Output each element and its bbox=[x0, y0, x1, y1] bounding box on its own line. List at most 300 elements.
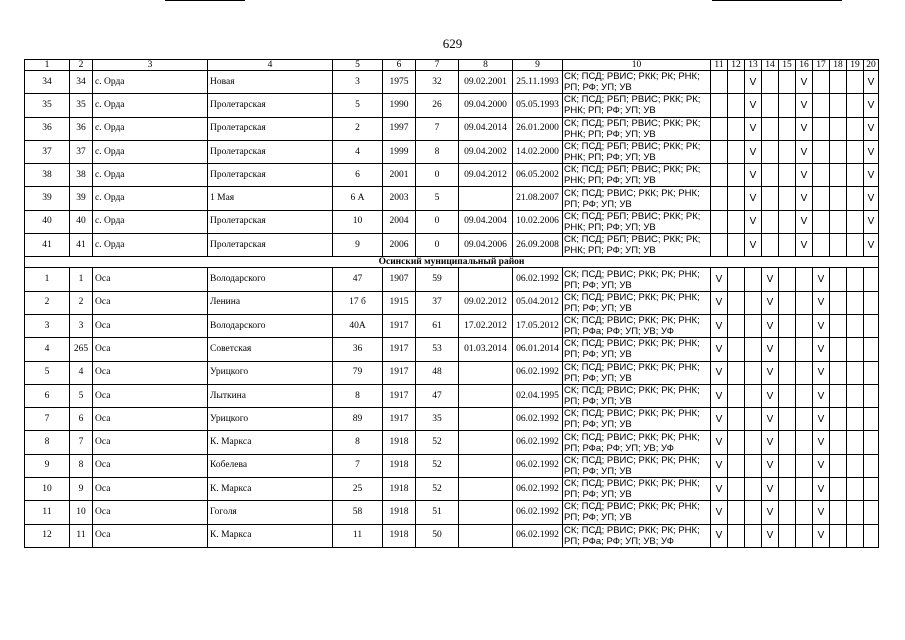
table-row bbox=[25, 210, 879, 233]
mark-cell bbox=[796, 268, 813, 291]
wear-percent-cell: 32 bbox=[416, 71, 459, 94]
mark-cell bbox=[762, 94, 779, 117]
street-cell: Пролетарская bbox=[208, 117, 333, 140]
settlement-cell: Оса bbox=[93, 524, 208, 547]
mark-cell bbox=[711, 94, 728, 117]
mark-cell bbox=[847, 71, 864, 94]
street-cell: Урицкого bbox=[208, 408, 333, 431]
build-year-cell: 1918 bbox=[383, 501, 416, 524]
mark-cell bbox=[779, 384, 796, 407]
mark-cell: V bbox=[813, 408, 830, 431]
registry-number-cell: 36 bbox=[70, 117, 93, 140]
table-row bbox=[25, 314, 879, 337]
column-number: 3 bbox=[93, 60, 208, 71]
mark-cell bbox=[864, 384, 879, 407]
mark-cell bbox=[864, 524, 879, 547]
wear-percent-cell: 50 bbox=[416, 524, 459, 547]
wear-percent-cell: 8 bbox=[416, 140, 459, 163]
mark-cell bbox=[796, 408, 813, 431]
column-number: 12 bbox=[728, 60, 745, 71]
build-year-cell: 1915 bbox=[383, 291, 416, 314]
mark-cell bbox=[847, 164, 864, 187]
mark-cell bbox=[847, 454, 864, 477]
column-number: 2 bbox=[70, 60, 93, 71]
street-cell: Кобелева bbox=[208, 454, 333, 477]
mark-cell bbox=[728, 291, 745, 314]
table-row bbox=[25, 384, 879, 407]
date-col9-cell: 14.02.2000 bbox=[513, 140, 563, 163]
street-cell: К. Маркса bbox=[208, 478, 333, 501]
wear-percent-cell: 52 bbox=[416, 454, 459, 477]
mark-cell: V bbox=[711, 361, 728, 384]
mark-cell bbox=[813, 94, 830, 117]
mark-cell bbox=[779, 71, 796, 94]
mark-cell: V bbox=[813, 268, 830, 291]
date-col8-cell bbox=[459, 431, 513, 454]
build-year-cell: 1917 bbox=[383, 361, 416, 384]
registry-number-cell: 1 bbox=[70, 268, 93, 291]
mark-cell: V bbox=[745, 117, 762, 140]
mark-cell bbox=[745, 361, 762, 384]
column-number: 19 bbox=[847, 60, 864, 71]
row-number-cell: 41 bbox=[25, 234, 70, 257]
column-number: 11 bbox=[711, 60, 728, 71]
settlement-cell: с. Орда bbox=[93, 187, 208, 210]
mark-cell bbox=[796, 361, 813, 384]
settlement-cell: Оса bbox=[93, 454, 208, 477]
registry-number-cell: 265 bbox=[70, 338, 93, 361]
mark-cell bbox=[847, 268, 864, 291]
column-number: 14 bbox=[762, 60, 779, 71]
mark-cell: V bbox=[762, 291, 779, 314]
build-year-cell: 1918 bbox=[383, 524, 416, 547]
mark-cell: V bbox=[711, 384, 728, 407]
wear-percent-cell: 26 bbox=[416, 94, 459, 117]
documents-cell: СК; ПСД; РВИС; РКК; РК; РНК; РП; РФа; РФ; УП; УВ; УФ bbox=[563, 431, 711, 454]
mark-cell bbox=[796, 524, 813, 547]
documents-cell: СК; ПСД; РВИС; РКК; РК; РНК; РП; РФ; УП; УВ bbox=[563, 71, 711, 94]
settlement-cell: Оса bbox=[93, 268, 208, 291]
mark-cell bbox=[813, 71, 830, 94]
mark-cell bbox=[728, 187, 745, 210]
date-col8-cell bbox=[459, 524, 513, 547]
mark-cell bbox=[762, 234, 779, 257]
mark-cell bbox=[779, 164, 796, 187]
mark-cell: V bbox=[711, 291, 728, 314]
registry-table bbox=[24, 59, 879, 548]
mark-cell bbox=[762, 164, 779, 187]
mark-cell bbox=[830, 94, 847, 117]
mark-cell bbox=[728, 501, 745, 524]
column-number: 7 bbox=[416, 60, 459, 71]
mark-cell: V bbox=[796, 94, 813, 117]
table-row bbox=[25, 501, 879, 524]
table-row bbox=[25, 361, 879, 384]
mark-cell: V bbox=[864, 210, 879, 233]
registry-number-cell: 2 bbox=[70, 291, 93, 314]
mark-cell bbox=[745, 431, 762, 454]
mark-cell bbox=[796, 291, 813, 314]
settlement-cell: Оса bbox=[93, 408, 208, 431]
registry-number-cell: 11 bbox=[70, 524, 93, 547]
mark-cell: V bbox=[745, 187, 762, 210]
mark-cell bbox=[830, 71, 847, 94]
mark-cell bbox=[864, 478, 879, 501]
documents-cell: СК; ПСД; РБП; РВИС; РКК; РК; РНК; РП; РФ; УП; УВ bbox=[563, 234, 711, 257]
mark-cell bbox=[779, 291, 796, 314]
date-col8-cell bbox=[459, 501, 513, 524]
mark-cell bbox=[864, 338, 879, 361]
wear-percent-cell: 51 bbox=[416, 501, 459, 524]
date-col9-cell: 06.02.1992 bbox=[513, 268, 563, 291]
mark-cell bbox=[728, 454, 745, 477]
mark-cell bbox=[762, 210, 779, 233]
column-number-row bbox=[25, 60, 879, 71]
mark-cell bbox=[864, 431, 879, 454]
mark-cell: V bbox=[711, 478, 728, 501]
date-col8-cell: 09.04.2012 bbox=[459, 164, 513, 187]
mark-cell bbox=[728, 524, 745, 547]
mark-cell bbox=[830, 478, 847, 501]
mark-cell bbox=[796, 314, 813, 337]
mark-cell: V bbox=[762, 454, 779, 477]
date-col9-cell: 06.02.1992 bbox=[513, 454, 563, 477]
table-row bbox=[25, 234, 879, 257]
mark-cell bbox=[847, 501, 864, 524]
mark-cell bbox=[830, 187, 847, 210]
settlement-cell: с. Орда bbox=[93, 71, 208, 94]
mark-cell bbox=[711, 117, 728, 140]
wear-percent-cell: 52 bbox=[416, 431, 459, 454]
house-number-cell: 10 bbox=[333, 210, 383, 233]
documents-cell: СК; ПСД; РВИС; РКК; РК; РНК; РП; РФ; УП; УВ bbox=[563, 478, 711, 501]
date-col9-cell: 06.02.1992 bbox=[513, 361, 563, 384]
settlement-cell: Оса bbox=[93, 384, 208, 407]
date-col8-cell: 09.04.2006 bbox=[459, 234, 513, 257]
mark-cell bbox=[745, 268, 762, 291]
mark-cell: V bbox=[813, 338, 830, 361]
date-col8-cell bbox=[459, 384, 513, 407]
street-cell: Лыткина bbox=[208, 384, 333, 407]
mark-cell bbox=[847, 314, 864, 337]
mark-cell bbox=[847, 140, 864, 163]
mark-cell bbox=[796, 384, 813, 407]
date-col9-cell: 06.02.1992 bbox=[513, 501, 563, 524]
mark-cell: V bbox=[864, 117, 879, 140]
mark-cell bbox=[779, 524, 796, 547]
mark-cell: V bbox=[762, 268, 779, 291]
mark-cell: V bbox=[762, 408, 779, 431]
row-number-cell: 5 bbox=[25, 361, 70, 384]
row-number-cell: 2 bbox=[25, 291, 70, 314]
table-row bbox=[25, 164, 879, 187]
mark-cell bbox=[864, 291, 879, 314]
registry-number-cell: 7 bbox=[70, 431, 93, 454]
date-col8-cell: 09.04.2000 bbox=[459, 94, 513, 117]
page-number: 629 bbox=[442, 36, 463, 51]
mark-cell bbox=[830, 338, 847, 361]
mark-cell: V bbox=[762, 384, 779, 407]
mark-cell bbox=[830, 234, 847, 257]
mark-cell bbox=[796, 501, 813, 524]
mark-cell bbox=[830, 140, 847, 163]
house-number-cell: 9 bbox=[333, 234, 383, 257]
date-col8-cell bbox=[459, 454, 513, 477]
date-col8-cell: 09.04.2002 bbox=[459, 140, 513, 163]
mark-cell bbox=[779, 268, 796, 291]
documents-cell: СК; ПСД; РВИС; РКК; РК; РНК; РП; РФ; УП; УВ bbox=[563, 291, 711, 314]
row-number-cell: 37 bbox=[25, 140, 70, 163]
wear-percent-cell: 59 bbox=[416, 268, 459, 291]
build-year-cell: 2001 bbox=[383, 164, 416, 187]
mark-cell bbox=[847, 291, 864, 314]
date-col9-cell: 06.02.1992 bbox=[513, 524, 563, 547]
registry-number-cell: 41 bbox=[70, 234, 93, 257]
house-number-cell: 36 bbox=[333, 338, 383, 361]
house-number-cell: 4 bbox=[333, 140, 383, 163]
wear-percent-cell: 5 bbox=[416, 187, 459, 210]
column-number: 20 bbox=[864, 60, 879, 71]
settlement-cell: Оса bbox=[93, 291, 208, 314]
mark-cell bbox=[830, 268, 847, 291]
mark-cell: V bbox=[762, 361, 779, 384]
mark-cell bbox=[847, 408, 864, 431]
column-number: 17 bbox=[813, 60, 830, 71]
date-col9-cell: 17.05.2012 bbox=[513, 314, 563, 337]
column-number: 4 bbox=[208, 60, 333, 71]
mark-cell bbox=[779, 187, 796, 210]
mark-cell: V bbox=[745, 210, 762, 233]
date-col8-cell bbox=[459, 187, 513, 210]
mark-cell: V bbox=[813, 431, 830, 454]
date-col9-cell: 10.02.2006 bbox=[513, 210, 563, 233]
mark-cell bbox=[830, 164, 847, 187]
column-number: 6 bbox=[383, 60, 416, 71]
build-year-cell: 1917 bbox=[383, 314, 416, 337]
mark-cell bbox=[728, 140, 745, 163]
mark-cell: V bbox=[813, 291, 830, 314]
house-number-cell: 5 bbox=[333, 94, 383, 117]
mark-cell bbox=[779, 431, 796, 454]
house-number-cell: 11 bbox=[333, 524, 383, 547]
build-year-cell: 1918 bbox=[383, 431, 416, 454]
mark-cell: V bbox=[813, 501, 830, 524]
house-number-cell: 3 bbox=[333, 71, 383, 94]
table-row bbox=[25, 71, 879, 94]
mark-cell bbox=[779, 94, 796, 117]
wear-percent-cell: 48 bbox=[416, 361, 459, 384]
documents-cell: СК; ПСД; РВИС; РКК; РК; РНК; РП; РФ; УП; УВ bbox=[563, 338, 711, 361]
date-col9-cell: 05.04.2012 bbox=[513, 291, 563, 314]
mark-cell: V bbox=[711, 431, 728, 454]
mark-cell bbox=[847, 210, 864, 233]
mark-cell bbox=[847, 431, 864, 454]
build-year-cell: 1917 bbox=[383, 384, 416, 407]
registry-number-cell: 35 bbox=[70, 94, 93, 117]
column-number: 13 bbox=[745, 60, 762, 71]
mark-cell bbox=[830, 524, 847, 547]
section-header-row bbox=[25, 257, 879, 268]
mark-cell: V bbox=[762, 338, 779, 361]
settlement-cell: Оса bbox=[93, 361, 208, 384]
mark-cell: V bbox=[864, 234, 879, 257]
house-number-cell: 79 bbox=[333, 361, 383, 384]
mark-cell bbox=[830, 384, 847, 407]
house-number-cell: 6 А bbox=[333, 187, 383, 210]
mark-cell bbox=[779, 454, 796, 477]
mark-cell bbox=[830, 210, 847, 233]
mark-cell bbox=[745, 524, 762, 547]
date-col9-cell: 26.09.2008 bbox=[513, 234, 563, 257]
mark-cell bbox=[779, 338, 796, 361]
documents-cell: СК; ПСД; РВИС; РКК; РК; РНК; РП; РФ; УП; УВ bbox=[563, 268, 711, 291]
table-row bbox=[25, 524, 879, 547]
mark-cell bbox=[796, 431, 813, 454]
mark-cell bbox=[728, 408, 745, 431]
mark-cell bbox=[762, 140, 779, 163]
mark-cell: V bbox=[796, 140, 813, 163]
date-col9-cell: 25.11.1993 bbox=[513, 71, 563, 94]
build-year-cell: 1997 bbox=[383, 117, 416, 140]
date-col8-cell: 09.02.2012 bbox=[459, 291, 513, 314]
column-number: 9 bbox=[513, 60, 563, 71]
mark-cell bbox=[728, 71, 745, 94]
date-col8-cell bbox=[459, 478, 513, 501]
date-col8-cell bbox=[459, 361, 513, 384]
mark-cell bbox=[762, 117, 779, 140]
row-number-cell: 34 bbox=[25, 71, 70, 94]
mark-cell bbox=[745, 384, 762, 407]
house-number-cell: 2 bbox=[333, 117, 383, 140]
house-number-cell: 89 bbox=[333, 408, 383, 431]
wear-percent-cell: 47 bbox=[416, 384, 459, 407]
mark-cell bbox=[728, 338, 745, 361]
mark-cell bbox=[779, 117, 796, 140]
mark-cell: V bbox=[762, 478, 779, 501]
mark-cell: V bbox=[864, 140, 879, 163]
row-number-cell: 6 bbox=[25, 384, 70, 407]
mark-cell: V bbox=[762, 314, 779, 337]
mark-cell bbox=[728, 210, 745, 233]
mark-cell bbox=[728, 234, 745, 257]
build-year-cell: 2006 bbox=[383, 234, 416, 257]
registry-number-cell: 39 bbox=[70, 187, 93, 210]
mark-cell: V bbox=[711, 268, 728, 291]
wear-percent-cell: 61 bbox=[416, 314, 459, 337]
column-number: 1 bbox=[25, 60, 70, 71]
mark-cell bbox=[864, 314, 879, 337]
street-cell: Володарского bbox=[208, 268, 333, 291]
settlement-cell: с. Орда bbox=[93, 164, 208, 187]
street-cell: Советская bbox=[208, 338, 333, 361]
date-col9-cell: 02.04.1995 bbox=[513, 384, 563, 407]
top-rule-left bbox=[165, 0, 245, 1]
settlement-cell: с. Орда bbox=[93, 140, 208, 163]
mark-cell bbox=[813, 234, 830, 257]
documents-cell: СК; ПСД; РБП; РВИС; РКК; РК; РНК; РП; РФ; УП; УВ bbox=[563, 140, 711, 163]
documents-cell: СК; ПСД; РВИС; РКК; РК; РНК; РП; РФа; РФ; УП; УВ; УФ bbox=[563, 524, 711, 547]
wear-percent-cell: 52 bbox=[416, 478, 459, 501]
table-row bbox=[25, 431, 879, 454]
documents-cell: СК; ПСД; РБП; РВИС; РКК; РК; РНК; РП; РФ; УП; УВ bbox=[563, 94, 711, 117]
mark-cell bbox=[830, 408, 847, 431]
documents-cell: СК; ПСД; РВИС; РКК; РК; РНК; РП; РФ; УП; УВ bbox=[563, 454, 711, 477]
street-cell: Пролетарская bbox=[208, 94, 333, 117]
mark-cell: V bbox=[864, 71, 879, 94]
table-row bbox=[25, 268, 879, 291]
mark-cell: V bbox=[711, 338, 728, 361]
street-cell: Гоголя bbox=[208, 501, 333, 524]
mark-cell: V bbox=[745, 140, 762, 163]
build-year-cell: 1917 bbox=[383, 408, 416, 431]
registry-number-cell: 40 bbox=[70, 210, 93, 233]
mark-cell bbox=[728, 117, 745, 140]
date-col8-cell: 09.04.2004 bbox=[459, 210, 513, 233]
column-number: 10 bbox=[563, 60, 711, 71]
mark-cell bbox=[762, 71, 779, 94]
date-col8-cell bbox=[459, 408, 513, 431]
registry-number-cell: 8 bbox=[70, 454, 93, 477]
house-number-cell: 58 bbox=[333, 501, 383, 524]
street-cell: Новая bbox=[208, 71, 333, 94]
mark-cell: V bbox=[762, 431, 779, 454]
mark-cell bbox=[813, 117, 830, 140]
settlement-cell: с. Орда bbox=[93, 117, 208, 140]
mark-cell bbox=[830, 501, 847, 524]
mark-cell: V bbox=[796, 210, 813, 233]
mark-cell bbox=[745, 501, 762, 524]
documents-cell: СК; ПСД; РБП; РВИС; РКК; РК; РНК; РП; РФ; УП; УВ bbox=[563, 210, 711, 233]
mark-cell bbox=[728, 314, 745, 337]
build-year-cell: 1917 bbox=[383, 338, 416, 361]
mark-cell bbox=[779, 210, 796, 233]
table-row bbox=[25, 454, 879, 477]
mark-cell: V bbox=[796, 117, 813, 140]
build-year-cell: 1975 bbox=[383, 71, 416, 94]
mark-cell bbox=[796, 454, 813, 477]
mark-cell bbox=[830, 314, 847, 337]
wear-percent-cell: 35 bbox=[416, 408, 459, 431]
registry-number-cell: 34 bbox=[70, 71, 93, 94]
street-cell: Володарского bbox=[208, 314, 333, 337]
house-number-cell: 17 б bbox=[333, 291, 383, 314]
build-year-cell: 1990 bbox=[383, 94, 416, 117]
registry-number-cell: 6 bbox=[70, 408, 93, 431]
column-number: 16 bbox=[796, 60, 813, 71]
wear-percent-cell: 0 bbox=[416, 234, 459, 257]
mark-cell bbox=[728, 384, 745, 407]
date-col9-cell: 06.02.1992 bbox=[513, 408, 563, 431]
mark-cell bbox=[711, 140, 728, 163]
build-year-cell: 2004 bbox=[383, 210, 416, 233]
mark-cell bbox=[745, 314, 762, 337]
date-col9-cell: 06.02.1992 bbox=[513, 478, 563, 501]
date-col9-cell: 21.08.2007 bbox=[513, 187, 563, 210]
mark-cell bbox=[864, 268, 879, 291]
mark-cell: V bbox=[711, 408, 728, 431]
mark-cell bbox=[847, 524, 864, 547]
street-cell: Ленина bbox=[208, 291, 333, 314]
mark-cell bbox=[830, 291, 847, 314]
row-number-cell: 11 bbox=[25, 501, 70, 524]
date-col9-cell: 06.02.1992 bbox=[513, 431, 563, 454]
mark-cell bbox=[779, 140, 796, 163]
settlement-cell: Оса bbox=[93, 431, 208, 454]
mark-cell bbox=[847, 338, 864, 361]
mark-cell bbox=[711, 234, 728, 257]
mark-cell: V bbox=[711, 314, 728, 337]
wear-percent-cell: 37 bbox=[416, 291, 459, 314]
